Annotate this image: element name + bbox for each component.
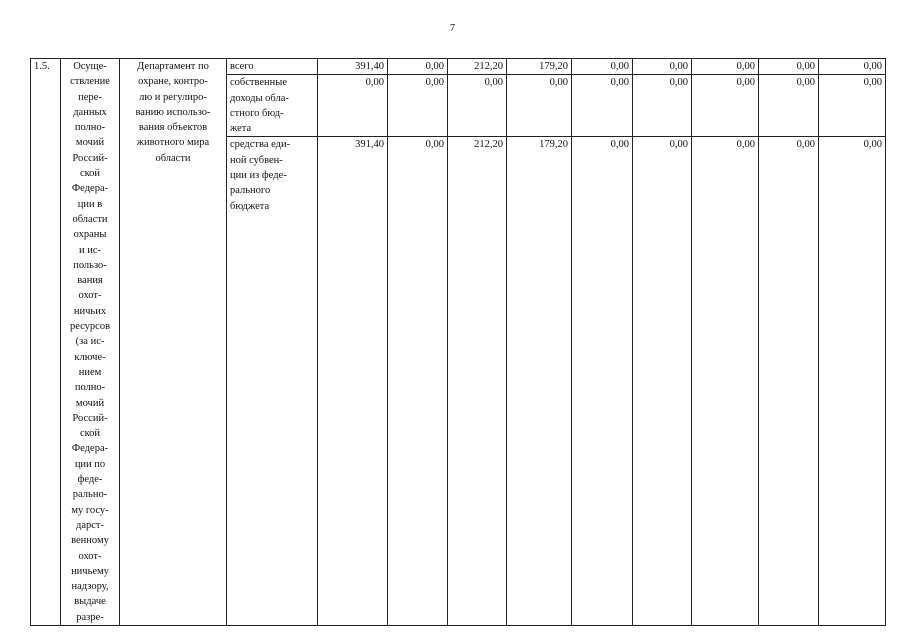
financing-table bbox=[30, 58, 886, 626]
value-cell: 179,20 bbox=[507, 59, 572, 75]
value-cell: 0,00 bbox=[318, 75, 388, 137]
value-cell: 0,00 bbox=[759, 59, 819, 75]
value-cell: 0,00 bbox=[388, 59, 448, 75]
value-cell: 0,00 bbox=[388, 75, 448, 137]
value-cell: 0,00 bbox=[692, 59, 759, 75]
source-label: собственные доходы обла- стного бюд- жета bbox=[227, 75, 318, 137]
source-label: средства еди- ной субвен- ции из феде- рального бюджета bbox=[227, 137, 318, 626]
value-cell: 0,00 bbox=[572, 75, 633, 137]
value-cell: 0,00 bbox=[572, 137, 633, 626]
table-row bbox=[31, 59, 886, 75]
value-cell: 0,00 bbox=[759, 137, 819, 626]
value-cell: 391,40 bbox=[318, 59, 388, 75]
value-cell: 391,40 bbox=[318, 137, 388, 626]
value-cell: 0,00 bbox=[692, 75, 759, 137]
value-cell: 179,20 bbox=[507, 137, 572, 626]
value-cell: 0,00 bbox=[819, 59, 886, 75]
source-label: всего bbox=[227, 59, 318, 75]
value-cell: 0,00 bbox=[633, 59, 692, 75]
value-cell: 0,00 bbox=[819, 75, 886, 137]
value-cell: 0,00 bbox=[388, 137, 448, 626]
value-cell: 0,00 bbox=[507, 75, 572, 137]
value-cell: 212,20 bbox=[448, 59, 507, 75]
row-number: 1.5. bbox=[31, 59, 61, 626]
executor-cell: Департамент по охране, контро- лю и регулиро- ванию использо- вания объектов животного мира области bbox=[120, 59, 227, 626]
value-cell: 0,00 bbox=[692, 137, 759, 626]
value-cell: 0,00 bbox=[759, 75, 819, 137]
value-cell: 0,00 bbox=[633, 75, 692, 137]
value-cell: 0,00 bbox=[633, 137, 692, 626]
value-cell: 0,00 bbox=[819, 137, 886, 626]
value-cell: 0,00 bbox=[448, 75, 507, 137]
measure-name: Осуще- ствление пере- данных полно- мочий Россий- ской Федера- ции в области охраны и ис- пользо- вания охот- ничьих ресурсов (за ис- ключе- нием полно- мочий Россий- ской Федера- ции по феде- рально- му госу- дарст- венному охот- ничьему надзору, выдаче разре- bbox=[61, 59, 120, 626]
value-cell: 212,20 bbox=[448, 137, 507, 626]
value-cell: 0,00 bbox=[572, 59, 633, 75]
page-number: 7 bbox=[450, 23, 455, 34]
